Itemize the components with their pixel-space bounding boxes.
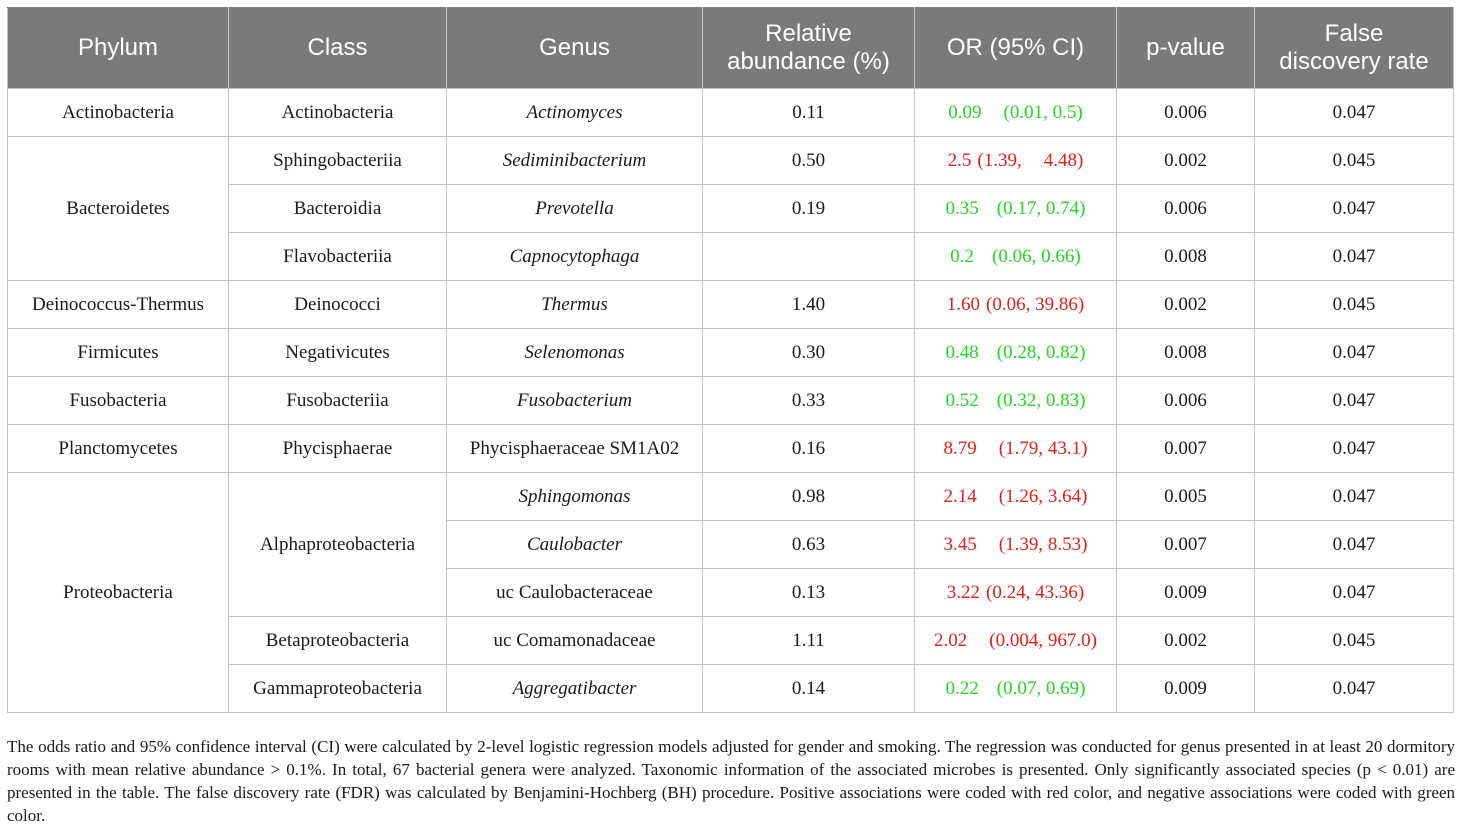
header-row	[8, 8, 1454, 89]
genus-cell: Sediminibacterium	[447, 137, 703, 185]
or-cell	[915, 425, 1117, 473]
p-value-cell: 0.005	[1117, 473, 1255, 521]
abundance-cell: 0.63	[703, 521, 915, 569]
header-fdr-line2: discovery rate	[1279, 48, 1429, 75]
header-p-value: p-value	[1117, 8, 1255, 89]
phylum-cell: Bacteroidetes	[8, 137, 229, 281]
or-cell	[915, 233, 1117, 281]
abundance-cell: 0.33	[703, 377, 915, 425]
or-value: 2.5	[947, 149, 972, 171]
genus-cell: Selenomonas	[447, 329, 703, 377]
or-value: 0.52	[945, 389, 979, 411]
genus-cell: uc Comamonadaceae	[447, 617, 703, 665]
or-value: 2.02	[934, 629, 968, 651]
or-ci: (0.01, 0.5)	[1003, 101, 1083, 123]
or-cell	[915, 137, 1117, 185]
table-row	[8, 281, 1454, 329]
or-ci: (0.24, 43.36)	[986, 581, 1085, 603]
fdr-cell: 0.047	[1255, 329, 1454, 377]
or-ci: (0.17, 0.74)	[996, 197, 1086, 219]
fdr-cell: 0.045	[1255, 281, 1454, 329]
table-row	[8, 473, 1454, 521]
genus-cell: Capnocytophaga	[447, 233, 703, 281]
or-value: 2.14	[943, 485, 977, 507]
p-value-cell: 0.009	[1117, 569, 1255, 617]
abundance-cell: 0.11	[703, 89, 915, 137]
header-class: Class	[229, 8, 447, 89]
abundance-cell: 1.40	[703, 281, 915, 329]
phylum-cell: Fusobacteria	[8, 377, 229, 425]
or-cell	[915, 281, 1117, 329]
class-cell: Alphaproteobacteria	[229, 473, 447, 617]
or-cell	[915, 617, 1117, 665]
or-cell	[915, 569, 1117, 617]
abundance-cell: 0.30	[703, 329, 915, 377]
association-table-container	[7, 7, 1453, 713]
or-ci: (0.32, 0.83)	[996, 389, 1086, 411]
p-value-cell: 0.006	[1117, 89, 1255, 137]
or-cell	[915, 377, 1117, 425]
p-value-cell: 0.002	[1117, 137, 1255, 185]
abundance-cell: 0.50	[703, 137, 915, 185]
p-value-cell: 0.008	[1117, 329, 1255, 377]
genus-cell: Phycisphaeraceae SM1A02	[447, 425, 703, 473]
fdr-cell: 0.047	[1255, 89, 1454, 137]
or-value: 0.48	[945, 341, 979, 363]
table-row	[8, 377, 1454, 425]
header-relative-abundance	[703, 8, 915, 89]
or-ci: (1.79, 43.1)	[998, 437, 1088, 459]
or-value: 8.79	[943, 437, 977, 459]
p-value-cell: 0.002	[1117, 281, 1255, 329]
abundance-cell: 0.16	[703, 425, 915, 473]
header-false-discovery-rate	[1255, 8, 1454, 89]
fdr-cell: 0.047	[1255, 521, 1454, 569]
p-value-cell: 0.007	[1117, 425, 1255, 473]
p-value-cell: 0.008	[1117, 233, 1255, 281]
class-cell: Deinococci	[229, 281, 447, 329]
or-cell	[915, 521, 1117, 569]
header-odds-ratio: OR (95% CI)	[915, 8, 1117, 89]
p-value-cell: 0.007	[1117, 521, 1255, 569]
or-cell	[915, 89, 1117, 137]
or-ci: (0.004, 967.0)	[989, 629, 1097, 651]
or-value: 0.2	[950, 245, 975, 267]
header-fdr-line1: False	[1324, 20, 1384, 47]
fdr-cell: 0.047	[1255, 665, 1454, 713]
genus-cell: uc Caulobacteraceae	[447, 569, 703, 617]
table-row	[8, 89, 1454, 137]
or-value: 0.35	[945, 197, 979, 219]
or-ci: (0.06, 39.86)	[986, 293, 1085, 315]
phylum-cell: Actinobacteria	[8, 89, 229, 137]
fdr-cell: 0.047	[1255, 473, 1454, 521]
abundance-cell: 0.14	[703, 665, 915, 713]
abundance-cell	[703, 233, 915, 281]
class-cell: Phycisphaerae	[229, 425, 447, 473]
or-value: 3.22	[946, 581, 981, 603]
or-ci: (1.39, 4.48)	[977, 149, 1084, 171]
or-ci: (1.39, 8.53)	[998, 533, 1088, 555]
class-cell: Fusobacteriia	[229, 377, 447, 425]
genus-cell: Aggregatibacter	[447, 665, 703, 713]
class-cell: Bacteroidia	[229, 185, 447, 233]
fdr-cell: 0.047	[1255, 377, 1454, 425]
fdr-cell: 0.045	[1255, 617, 1454, 665]
fdr-cell: 0.047	[1255, 233, 1454, 281]
abundance-cell: 0.98	[703, 473, 915, 521]
or-ci: (1.26, 3.64)	[998, 485, 1088, 507]
table-footnote: The odds ratio and 95% confidence interval (CI) were calculated by 2-level logistic regression models adjusted for gender and smoking. The regression was conducted for genus presented in at least 20 dormitory rooms with mean relative abundance > 0.1%. In total, 67 bacterial genera were analyzed. Taxonomic information of the associated microbes is presented. Only significantly associated species (p < 0.01) are presented in the table. The false discovery rate (FDR) was calculated by Benjamini-Hochberg (BH) procedure. Positive associations were coded with red color, and negative associations were coded with green color.	[7, 737, 1455, 825]
genus-cell: Caulobacter	[447, 521, 703, 569]
genus-cell: Thermus	[447, 281, 703, 329]
or-value: 1.60	[946, 293, 981, 315]
abundance-cell: 0.19	[703, 185, 915, 233]
genus-cell: Fusobacterium	[447, 377, 703, 425]
table-row	[8, 137, 1454, 185]
or-cell	[915, 665, 1117, 713]
genus-cell: Sphingomonas	[447, 473, 703, 521]
or-value: 0.09	[948, 101, 982, 123]
class-cell: Flavobacteriia	[229, 233, 447, 281]
class-cell: Gammaproteobacteria	[229, 665, 447, 713]
p-value-cell: 0.006	[1117, 377, 1255, 425]
p-value-cell: 0.002	[1117, 617, 1255, 665]
table-row	[8, 329, 1454, 377]
or-ci: (0.07, 0.69)	[996, 677, 1086, 699]
or-cell	[915, 473, 1117, 521]
fdr-cell: 0.045	[1255, 137, 1454, 185]
fdr-cell: 0.047	[1255, 185, 1454, 233]
class-cell: Negativicutes	[229, 329, 447, 377]
phylum-cell: Firmicutes	[8, 329, 229, 377]
or-value: 3.45	[943, 533, 977, 555]
class-cell: Sphingobacteriia	[229, 137, 447, 185]
class-cell: Betaproteobacteria	[229, 617, 447, 665]
or-ci: (0.28, 0.82)	[996, 341, 1086, 363]
header-phylum: Phylum	[8, 8, 229, 89]
or-ci: (0.06, 0.66)	[992, 245, 1081, 267]
abundance-cell: 0.13	[703, 569, 915, 617]
header-genus: Genus	[447, 8, 703, 89]
or-cell	[915, 185, 1117, 233]
fdr-cell: 0.047	[1255, 569, 1454, 617]
or-cell	[915, 329, 1117, 377]
header-abundance-line1: Relative	[765, 20, 852, 47]
association-table	[7, 7, 1454, 713]
class-cell: Actinobacteria	[229, 89, 447, 137]
fdr-cell: 0.047	[1255, 425, 1454, 473]
p-value-cell: 0.006	[1117, 185, 1255, 233]
abundance-cell: 1.11	[703, 617, 915, 665]
p-value-cell: 0.009	[1117, 665, 1255, 713]
header-abundance-line2: abundance (%)	[727, 48, 890, 75]
phylum-cell: Planctomycetes	[8, 425, 229, 473]
phylum-cell: Deinococcus-Thermus	[8, 281, 229, 329]
or-value: 0.22	[945, 677, 979, 699]
genus-cell: Actinomyces	[447, 89, 703, 137]
table-row	[8, 425, 1454, 473]
phylum-cell: Proteobacteria	[8, 473, 229, 713]
genus-cell: Prevotella	[447, 185, 703, 233]
